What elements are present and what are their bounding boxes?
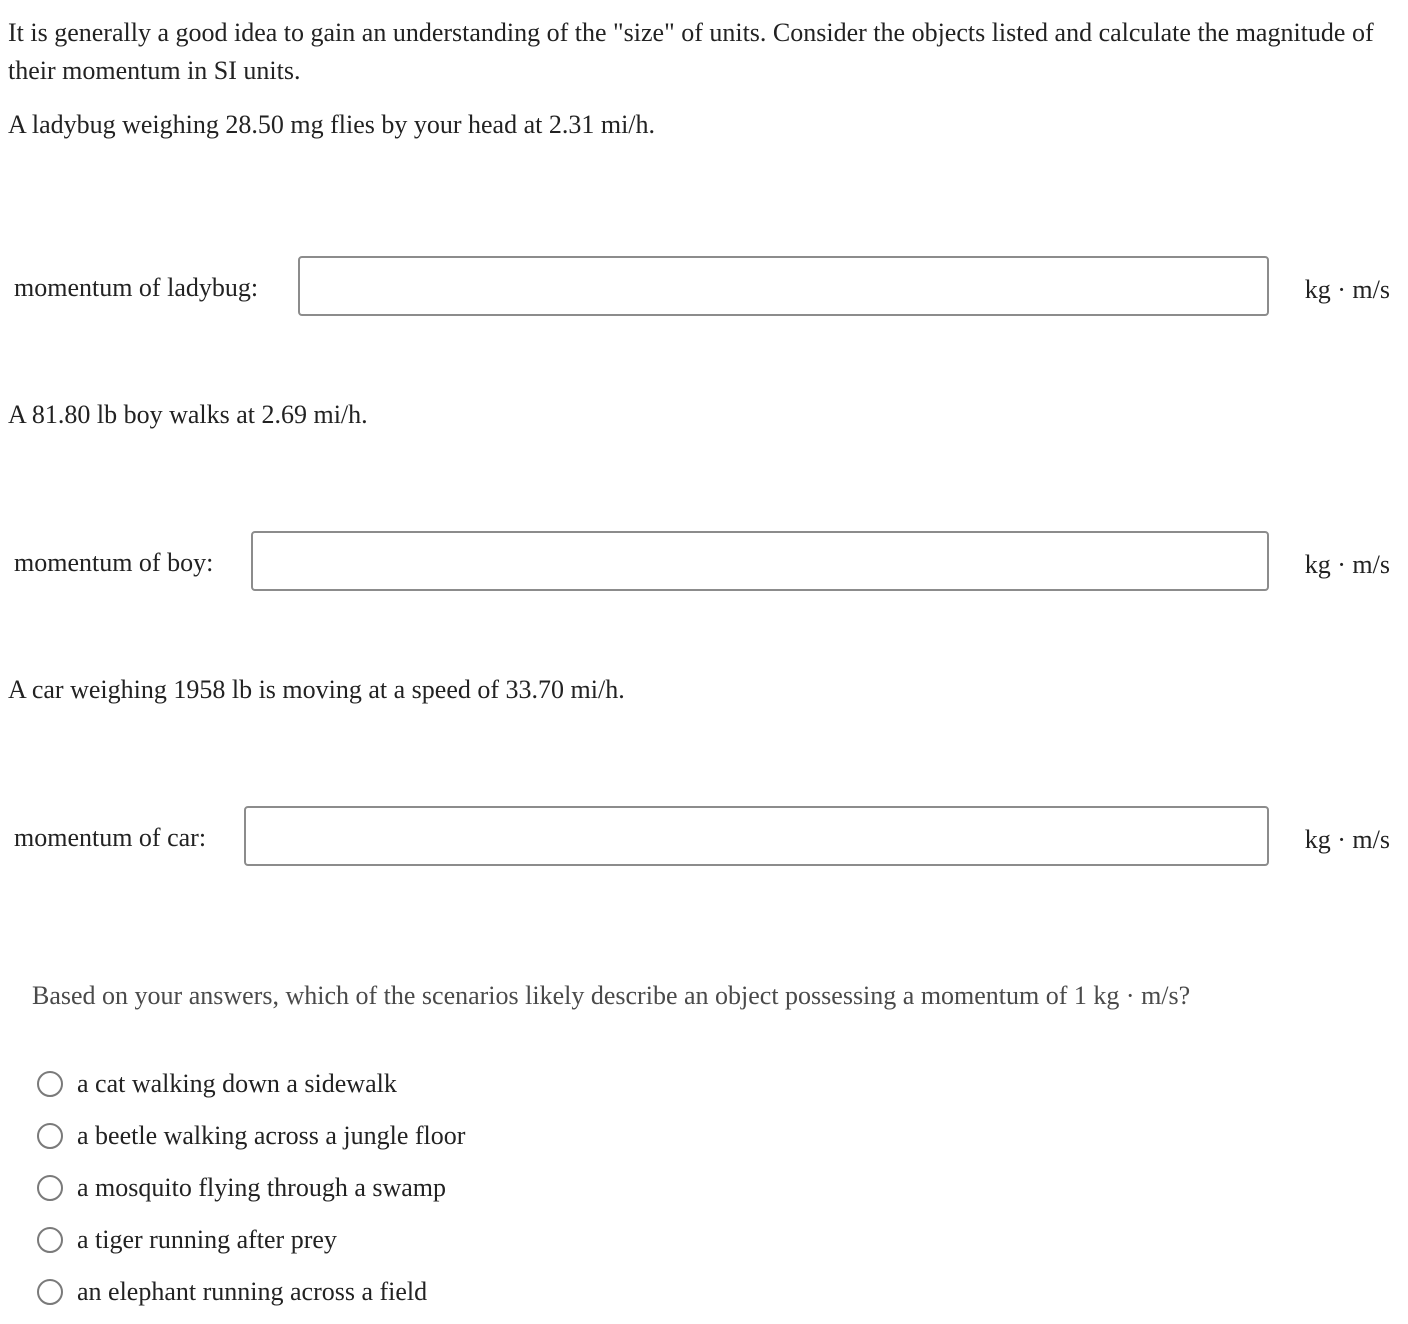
question-text: Based on your answers, which of the scenarios likely describe an object possessing a momentum of 1 kg · m/s?	[32, 981, 1191, 1010]
radio-button[interactable]	[37, 1279, 63, 1305]
option-label: a tiger running after prey	[77, 1225, 337, 1254]
boy-scenario-text: A 81.80 lb boy walks at 2.69 mi/h.	[8, 400, 368, 429]
option-label: a cat walking down a sidewalk	[77, 1069, 397, 1098]
ladybug-momentum-input[interactable]	[298, 256, 1269, 316]
option-elephant[interactable]	[37, 1266, 465, 1318]
radio-button[interactable]	[37, 1071, 63, 1097]
car-scenario-text: A car weighing 1958 lb is moving at a speed of 33.70 mi/h.	[8, 675, 625, 704]
option-tiger[interactable]	[37, 1214, 465, 1266]
boy-momentum-unit: kg · m/s	[1304, 550, 1390, 579]
radio-button[interactable]	[37, 1227, 63, 1253]
boy-momentum-label: momentum of boy:	[14, 548, 214, 577]
option-cat[interactable]	[37, 1058, 465, 1110]
ladybug-scenario-text: A ladybug weighing 28.50 mg flies by your head at 2.31 mi/h.	[8, 110, 656, 139]
car-answer-row	[14, 806, 1390, 870]
boy-momentum-input[interactable]	[251, 531, 1269, 591]
boy-answer-row	[14, 531, 1390, 595]
radio-button[interactable]	[37, 1175, 63, 1201]
option-label: an elephant running across a field	[77, 1277, 428, 1306]
option-label: a mosquito flying through a swamp	[77, 1173, 447, 1202]
ladybug-momentum-label: momentum of ladybug:	[14, 273, 259, 302]
answer-options	[37, 1058, 465, 1318]
problem-intro: It is generally a good idea to gain an understanding of the "size" of units. Consider the objects listed and calculate the magnitude of their momentum in SI units.	[8, 18, 1374, 85]
option-beetle[interactable]	[37, 1110, 465, 1162]
ladybug-momentum-unit: kg · m/s	[1304, 275, 1390, 304]
option-label: a beetle walking across a jungle floor	[77, 1121, 466, 1150]
car-momentum-input[interactable]	[244, 806, 1269, 866]
car-momentum-label: momentum of car:	[14, 823, 207, 852]
option-mosquito[interactable]	[37, 1162, 465, 1214]
car-momentum-unit: kg · m/s	[1304, 825, 1390, 854]
ladybug-answer-row	[14, 256, 1390, 320]
radio-button[interactable]	[37, 1123, 63, 1149]
